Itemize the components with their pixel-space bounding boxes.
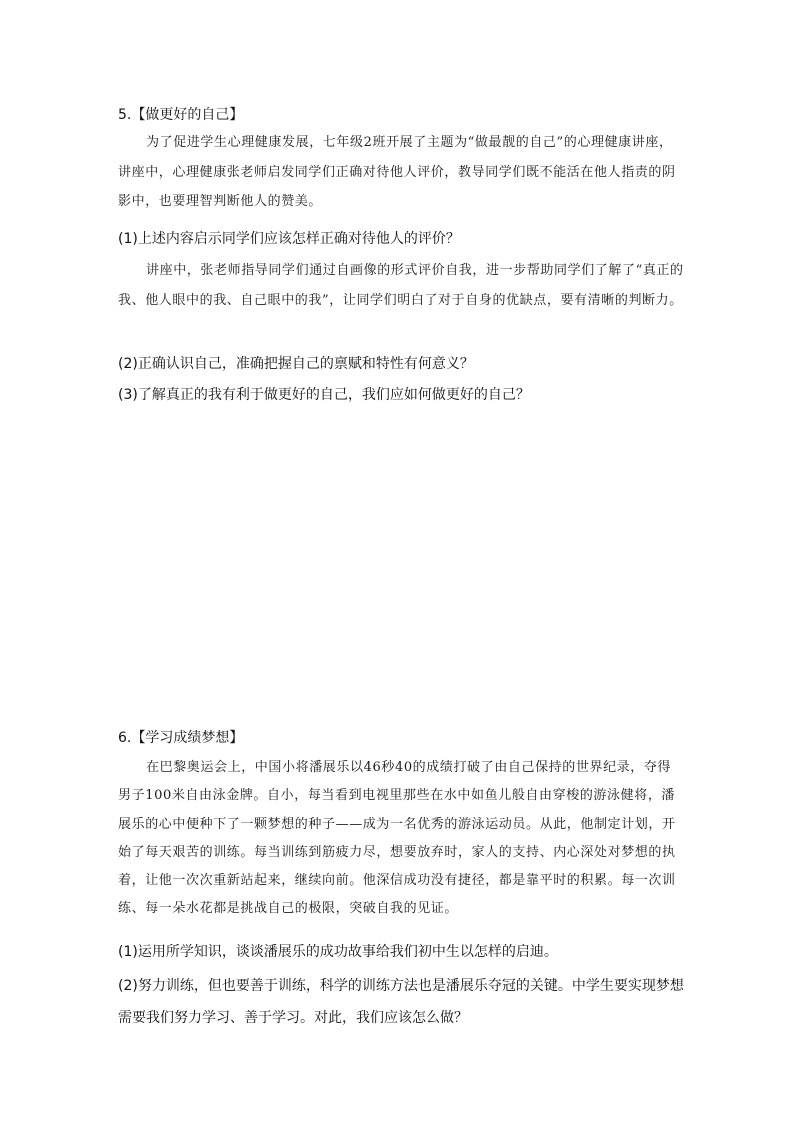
question-6-subquestion-1: (1)运用所学知识，谈谈潘展乐的成功故事给我们初中生以怎样的启迪。 [118, 944, 558, 960]
question-6-title: 6.【学习成绩梦想】 [118, 730, 244, 746]
question-5-subquestion-2: (2)正确认识自己，准确把握自己的禀赋和特性有何意义？ [118, 356, 474, 372]
question-6-passage: 在巴黎奥运会上，中国小将潘展乐以46秒40的成绩打破了由自己保持的世界纪录，夺得男子100米自由泳金牌。自小，每当看到电视里那些在水中如鱼儿般自由穿梭的游泳健将，潘展乐的心中便种下了一颗梦想的种子——成为一名优秀的游泳运动员。从此，他制定计划，开始了每天艰苦的训练。每当训练到筋疲力尽，想要放弃时，家人的支持、内心深处对梦想的执着，让他一次次重新站起来，继续向前。他深信成功没有捷径，都是靠平时的积累。每一次训练、每一朵水花都是挑战自己的极限，突破自我的见证。 [118, 760, 676, 917]
question-6-subquestion-2: (2)努力训练，但也要善于训练，科学的训练方法也是潘展乐夺冠的关键。中学生要实现梦想需要我们努力学习、善于学习。对此，我们应该怎么做？ [118, 978, 684, 1026]
question-5-subquestion-3: (3)了解真正的我有利于做更好的自己，我们应如何做更好的自己？ [118, 387, 530, 403]
question-5-passage-2: 讲座中，张老师指导同学们通过自画像的形式评价自我，进一步帮助同学们了解了“真正的我、他人眼中的我、自己眼中的我”，让同学们明白了对于自身的优缺点，要有清晰的判断力。 [118, 263, 684, 308]
question-5-passage-1: 为了促进学生心理健康发展，七年级2班开展了主题为“做最靓的自己”的心理健康讲座，讲座中，心理健康张老师启发同学们正确对待他人评价，教导同学们既不能活在他人指责的阴影中，也要理智判断他人的赞美。 [118, 135, 676, 209]
question-5-subquestion-1: (1)上述内容启示同学们应该怎样正确对待他人的评价？ [118, 231, 460, 247]
question-5-title: 5.【做更好的自己】 [118, 107, 244, 123]
